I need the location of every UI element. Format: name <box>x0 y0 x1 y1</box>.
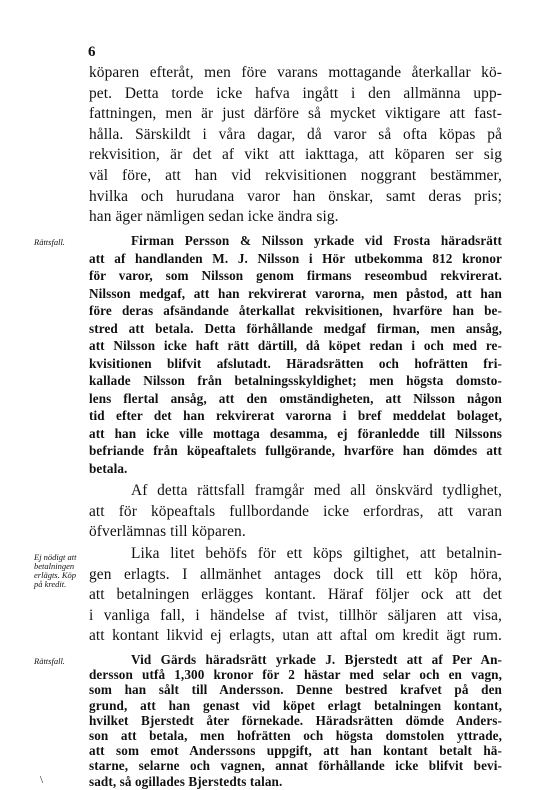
text-line: köparen efteråt, men före varans mottagande återkallar kö- <box>89 64 502 81</box>
text-line: starne, selarne och vagnen, annat förhållande icke blifvit bevi- <box>89 758 502 774</box>
text-line: tid efter det han rekvirerat varorna i bref meddelat bolaget, <box>89 408 502 423</box>
text-line: dersson utfå 1,300 kronor för 2 hästar med selar och en vagn, <box>89 667 502 683</box>
text-line: Firman Persson & Nilsson yrkade vid Frosta häradsrätt <box>131 233 502 248</box>
stray-mark: \ <box>40 774 44 786</box>
text-line: grund, att han genast vid köpet erlagt betalningen kontant, <box>89 697 502 713</box>
margin-note-line: på kredit. <box>34 579 67 589</box>
text-line: stred att betala. Detta förhållande medgaf firman, men ansåg, <box>89 320 502 336</box>
text-line: väl före, att han vid rekvisitionen noggrant bestämmer, <box>89 167 502 184</box>
margin-note-line: Ej nödigt att <box>34 552 77 562</box>
text-line: Vid Gärds häradsrätt yrkade J. Bjerstedt att af Per An- <box>131 652 502 667</box>
text-line: öfverlämnas till köparen. <box>89 523 246 541</box>
margin-note-line: erlägts. Köp <box>34 570 77 580</box>
margin-note-payment-rule <box>34 553 90 589</box>
text-line: Lika litet behöfs för ett köps giltighet, att betalnin- <box>131 545 502 562</box>
text-line: hvilka och hurudana varor han önskar, samt deras pris; <box>89 187 502 205</box>
text-line: kvisitionen blifvit afslutadt. Häradsrätten och hofrätten fri- <box>89 355 502 371</box>
text-line: gen erlagts. I allmänhet antages dock till ett köp höra, <box>89 565 502 583</box>
text-line: han äger nämligen sedan icke ändra sig. <box>89 208 339 226</box>
text-line: fattningen, men är just därföre så mycket viktigare att fast- <box>89 105 502 123</box>
margin-note-line: betalningen <box>34 561 75 571</box>
margin-note-ruling: Rättsfall. <box>34 237 65 247</box>
text-line: hålla. Särskildt i våra dagar, då varor så ofta köpas på <box>89 125 502 143</box>
text-line: att betalningen erlägges kontant. Häraf följer ock att det <box>89 586 502 604</box>
text-line: befriande från köpeaftalets fullgörande, hvarföre han dömdes att <box>89 443 502 458</box>
text-line: att för köpeaftals fullbordande icke erfordras, att varan <box>89 502 502 520</box>
text-line: rekvisition, är det af vikt att iakttaga, att köparen ser sig <box>89 146 502 164</box>
text-line: att Nilsson icke haft rätt därtill, då köpet redan i och med re- <box>89 338 502 353</box>
text-line: kallade Nilsson från betalningsskyldighet; men högsta domsto- <box>89 373 502 388</box>
text-line: att han icke ville mottaga desamma, ej föranledde till Nilssons <box>89 425 502 441</box>
text-line: i vanliga fall, i händelse af tvist, tillhör säljaren att visa, <box>89 606 502 624</box>
text-line: sadt, så ogillades Bjerstedts talan. <box>89 773 283 789</box>
text-line: att af handlanden M. J. Nilsson i Hör utbekomma 812 kronor <box>89 250 502 266</box>
text-line: hvilket Bjerstedt åter förnekade. Häradsrätten dömde Anders- <box>89 712 502 728</box>
text-line: för varor, som Nilsson genom firmans reseombud rekvirerat. <box>89 268 502 283</box>
text-line: Af detta rättsfall framgår med all önskvärd tydlighet, <box>131 482 502 499</box>
text-line: Nilsson medgaf, att han rekvirerat varorna, men påstod, att han <box>89 285 502 301</box>
text-line: lens flertal ansåg, att den omständigheten, att Nilsson någon <box>89 390 502 406</box>
text-line: som han sålt till Andersson. Denne bestred krafvet på den <box>89 682 502 698</box>
text-line: pet. Detta torde icke hafva ingått i den allmänna upp- <box>89 84 502 102</box>
page-number: 6 <box>88 44 96 60</box>
text-line: son att betala, men hofrätten och högsta domstolen yttrade, <box>89 728 502 743</box>
text-line: att kontant likvid ej erlagts, utan att aftal om kredit ägt rum. <box>89 627 502 645</box>
text-line: betala. <box>89 460 128 476</box>
margin-note-ruling: Rättsfall. <box>34 656 65 666</box>
text-line: före deras afsändande återkallat rekvisitionen, hvarföre han be- <box>89 303 502 318</box>
text-line: att som emot Anderssons uppgift, att han kontant betalt hä- <box>89 743 502 759</box>
